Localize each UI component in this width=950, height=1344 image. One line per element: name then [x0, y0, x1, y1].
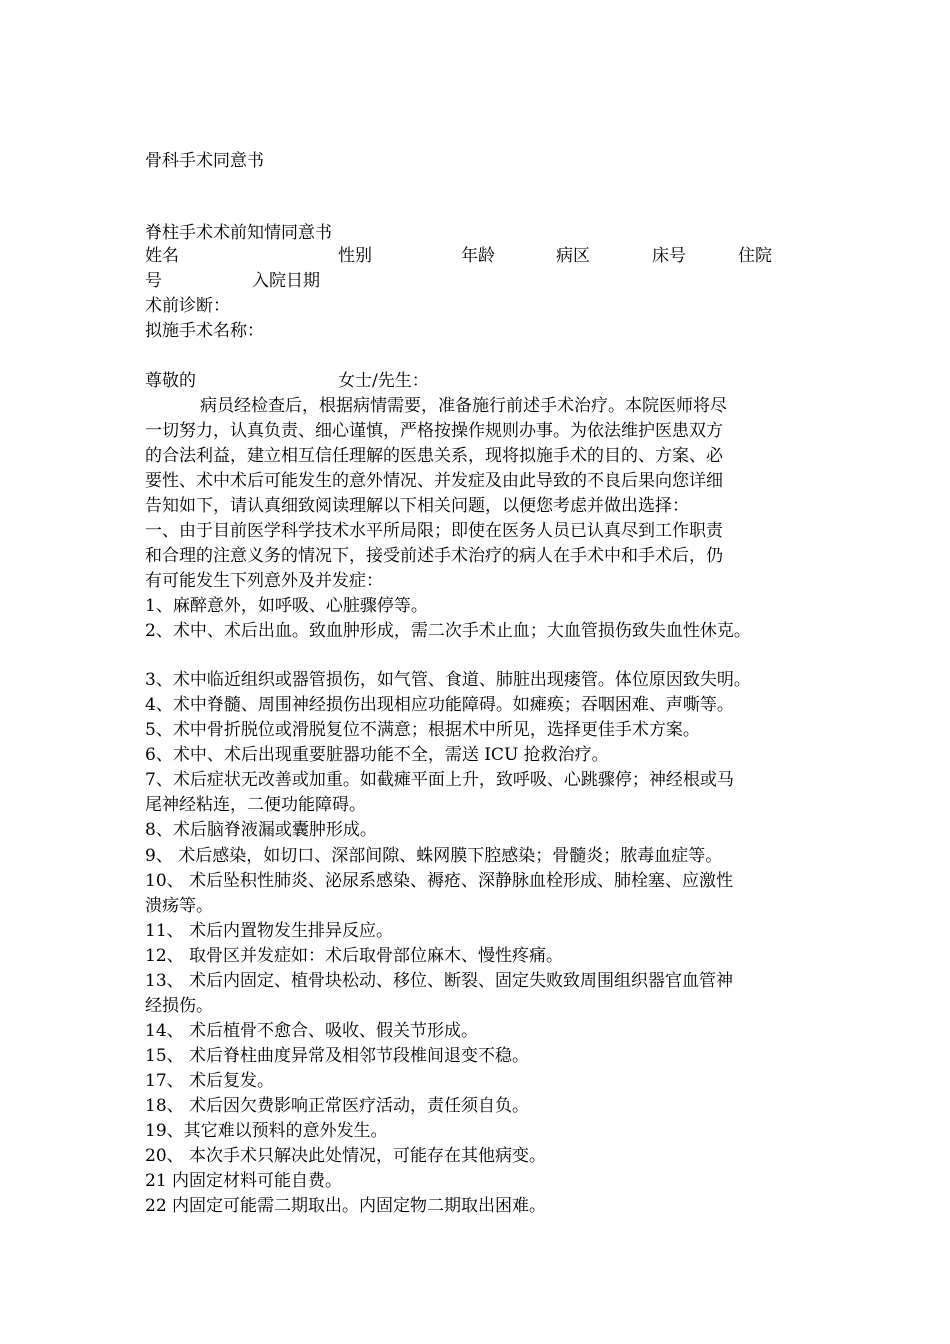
list-item: 经损伤。: [145, 996, 213, 1016]
field-age-label: 年龄: [461, 246, 495, 266]
list-item: 11、 术后内置物发生排异反应。: [145, 921, 394, 941]
list-item: 14、 术后植骨不愈合、吸收、假关节形成。: [145, 1021, 479, 1041]
list-item: 4、术中脊髓、周围神经损伤出现相应功能障碍。如瘫痪；吞咽困难、声嘶等。: [145, 695, 734, 715]
main-title: 骨科手术同意书: [145, 151, 264, 171]
salutation-title: 女士/先生：: [338, 371, 429, 391]
salutation-dear: 尊敬的: [145, 371, 196, 391]
intro-line: 一切努力，认真负责、细心谨慎，严格按操作规则办事。为依法维护医患双方: [145, 421, 723, 441]
list-item: 19、其它难以预料的意外发生。: [145, 1121, 388, 1141]
list-item: 18、 术后因欠费影响正常医疗活动，责任须自负。: [145, 1096, 530, 1116]
list-item: 20、 本次手术只解决此处情况，可能存在其他病变。: [145, 1146, 547, 1166]
list-item: 17、 术后复发。: [145, 1071, 275, 1091]
intro-line: 告知如下，请认真细致阅读理解以下相关问题，以便您考虑并做出选择：: [145, 496, 689, 516]
field-inpatient-label-part1: 住院: [738, 246, 772, 266]
list-item: 5、术中骨折脱位或滑脱复位不满意；根据术中所见，选择更佳手术方案。: [145, 720, 700, 740]
surgery-name-label: 拟施手术名称：: [145, 321, 264, 341]
intro-line: 要性、术中术后可能发生的意外情况、并发症及由此导致的不良后果向您详细: [145, 471, 723, 491]
list-item: 7、术后症状无改善或加重。如截瘫平面上升，致呼吸、心跳骤停；神经根或马: [145, 770, 734, 790]
field-ward-label: 病区: [556, 246, 590, 266]
section-line: 一、由于目前医学科学技术水平所局限；即使在医务人员已认真尽到工作职责: [145, 521, 723, 541]
intro-line: 病员经检查后，根据病情需要，准备施行前述手术治疗。本院医师将尽: [200, 396, 727, 416]
diagnosis-label: 术前诊断：: [145, 296, 230, 316]
sub-title: 脊柱手术术前知情同意书: [145, 223, 332, 243]
field-admission-date-label: 入院日期: [252, 271, 320, 291]
list-item: 3、术中临近组织或器管损伤，如气管、食道、肺脏出现瘘管。体位原因致失明。: [145, 670, 751, 690]
list-item: 8、术后脑脊液漏或囊肿形成。: [145, 820, 377, 840]
intro-line: 的合法利益，建立相互信任理解的医患关系，现将拟施手术的目的、方案、必: [145, 446, 723, 466]
field-bed-label: 床号: [652, 246, 686, 266]
list-item: 6、术中、术后出现重要脏器功能不全，需送 ICU 抢救治疗。: [145, 745, 609, 765]
list-item: 2、术中、术后出血。致血肿形成，需二次手术止血；大血管损伤致失血性休克。: [145, 621, 751, 641]
section-line: 和合理的注意义务的情况下，接受前述手术治疗的病人在手术中和手术后，仍: [145, 546, 723, 566]
list-item: 13、 术后内固定、植骨块松动、移位、断裂、固定失败致周围组织器官血管神: [145, 971, 734, 991]
field-inpatient-label-part2: 号: [145, 271, 162, 291]
list-item: 1、麻醉意外，如呼吸、心脏骤停等。: [145, 596, 428, 616]
section-line: 有可能发生下列意外及并发症：: [145, 571, 383, 591]
field-name-label: 姓名: [145, 246, 179, 266]
list-item: 15、 术后脊柱曲度异常及相邻节段椎间退变不稳。: [145, 1046, 530, 1066]
list-item: 尾神经粘连，二便功能障碍。: [145, 795, 366, 815]
list-item: 溃疡等。: [145, 896, 213, 916]
list-item: 12、 取骨区并发症如：术后取骨部位麻木、慢性疼痛。: [145, 946, 564, 966]
list-item: 21 内固定材料可能自费。: [145, 1171, 343, 1191]
list-item: 9、 术后感染，如切口、深部间隙、蛛网膜下腔感染；骨髓炎；脓毒血症等。: [145, 846, 723, 866]
field-gender-label: 性别: [338, 246, 372, 266]
list-item: 22 内固定可能需二期取出。内固定物二期取出困难。: [145, 1196, 547, 1216]
list-item: 10、 术后坠积性肺炎、泌尿系感染、褥疮、深静脉血栓形成、肺栓塞、应激性: [145, 871, 734, 891]
